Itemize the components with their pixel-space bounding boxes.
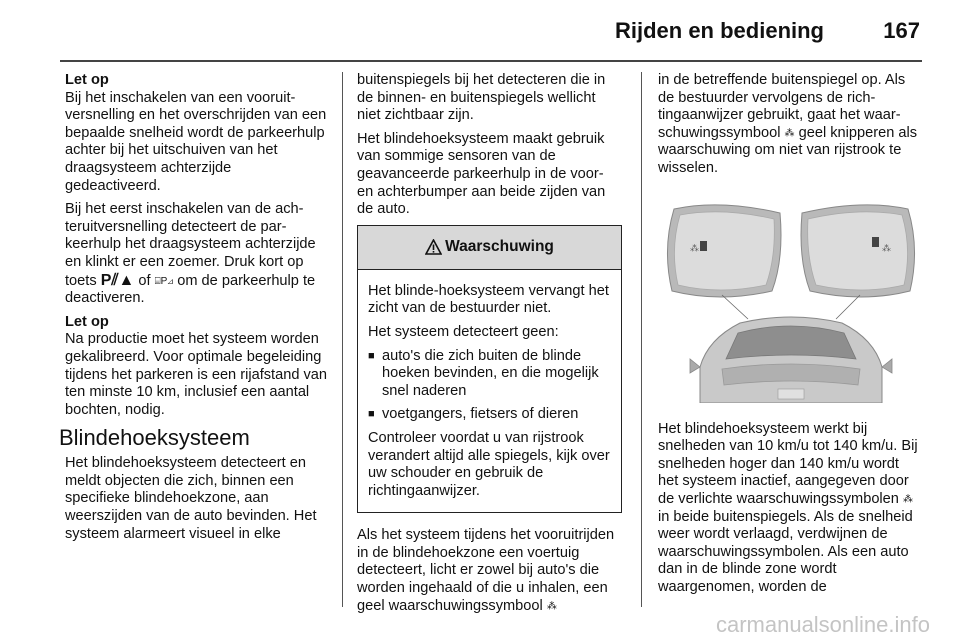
page-header-title: Rijden en bediening	[614, 18, 824, 43]
list-item	[368, 348, 611, 401]
header-rule	[60, 60, 922, 62]
page-number: 167	[883, 18, 920, 43]
paragraph	[658, 72, 922, 178]
warning-text: Controleer voordat u van rijstrook verandert altijd alle spiegels, kijk over uw schouder en gebruik de richtingaanwijzer.	[368, 429, 610, 499]
warning-text: Het systeem detecteert geen:	[368, 323, 559, 340]
blind-spot-warning-icon: ⁂	[902, 493, 913, 505]
paragraph-text: in de betreffende buitenspiegel op. Als de bestuurder vervolgens de richtingaanwijzer gebruikt, gaat het waarschuwingssymbool	[658, 72, 906, 141]
paragraph	[658, 421, 922, 597]
note-label: Let op	[65, 72, 109, 88]
warning-text: Het blinde-hoeksysteem vervangt het zicht van de bestuurder niet.	[368, 282, 609, 317]
mirror-illustration	[660, 199, 922, 403]
paragraph-text: in beide buitenspiegels. Als de snelheid weer wordt verlaagd, verdwijnen de waarschuwingssymbolen. Als een auto dan in de blinde zone wordt waargenomen, worden de	[658, 508, 913, 595]
watermark: carmanualsonline.info	[715, 612, 930, 637]
svg-text:⁂: ⁂	[882, 243, 891, 254]
paragraph-text: of	[138, 272, 151, 289]
warning-body	[358, 270, 621, 513]
bullet-square-icon: ■	[368, 408, 375, 421]
column-1	[59, 72, 328, 549]
section-title: Blindehoeksysteem	[59, 425, 250, 451]
paragraph: Het blindehoeksysteem detecteert en meldt objecten die zich, binnen een specifieke blindehoekzone, aan weerszijden van de auto bevinden. Het systeem alarmeert visueel in elke	[65, 455, 317, 542]
paragraph: buitenspiegels bij het detecteren die in de binnen- en buitenspiegels wellicht niet zichtbaar zijn.	[357, 72, 606, 124]
list-item	[368, 406, 611, 424]
list-item-text: voetgangers, fietsers of dieren	[382, 406, 579, 423]
car-rear-mirrors-illustration	[660, 199, 922, 403]
list-item-text: auto's die zich buiten de blinde hoeken bevinden, en die mogelijk snel naderen	[382, 347, 599, 399]
note-label: Let op	[65, 313, 109, 330]
note-text: Bij het inschakelen van een vooruitversnelling en het overschrijden van een bepaalde snelheid wordt de parkeerhulp achter bij het uitschuiven van het draagsysteem achterzijde gedeactiveerd.	[65, 89, 327, 194]
column-2	[357, 72, 622, 621]
warning-header	[358, 226, 621, 270]
warning-title: Waarschuwing	[445, 238, 554, 256]
bullet-square-icon: ■	[368, 349, 375, 362]
note-text: Na productie moet het systeem worden gekalibreerd. Voor optimale begeleiding tijdens het parkeren is een rijafstand van ten minste 10 km, inclusief een aantal bochten, nodig.	[65, 331, 328, 418]
warning-triangle-icon	[425, 239, 442, 255]
column-divider-2	[641, 72, 642, 607]
column-divider-1	[342, 72, 343, 607]
blind-spot-warning-icon: ⁂	[546, 600, 557, 612]
paragraph	[65, 201, 328, 308]
blind-spot-warning-icon: ⁂	[784, 127, 795, 139]
park-assist-alt-icon: ⌸P⊿	[154, 275, 174, 287]
paragraph-text: Als het systeem tijdens het vooruitrijden in de blindehoekzone een voertuig detecteert, licht er zowel bij auto's die worden ingehaald of die u inhalen, een geel waarschuwingssymbool	[357, 527, 615, 614]
column-3	[658, 72, 922, 603]
park-assist-key-icon: P⫽▲	[100, 271, 135, 289]
svg-text:⁂: ⁂	[690, 243, 699, 254]
paragraph-text: om de parkeerhulp te deactiveren.	[65, 272, 316, 307]
warning-box	[357, 225, 622, 514]
paragraph-text: Het blindehoeksysteem werkt bij snelheden van 10 km/u tot 140 km/u. Bij snelheden hoger dan 140 km/u wordt het systeem inactief, aangegeven door de verlichte waarschuwingssymbolen	[658, 420, 918, 507]
paragraph	[357, 527, 622, 615]
paragraph-text: geel knipperen als waarschuwing om niet van rijstrook te wisselen.	[658, 124, 918, 176]
paragraph: Het blindehoeksysteem maakt gebruik van sommige sensoren van de geavanceerde parkeerhulp in de voor- en achterbumper aan beide zijden van de auto.	[357, 130, 606, 218]
paragraph-text: Bij het eerst inschakelen van de achteruitversnelling detecteert de parkeerhulp het draagsysteem achterzijde en klinkt er een zoemer. Druk kort op toets	[65, 201, 316, 289]
